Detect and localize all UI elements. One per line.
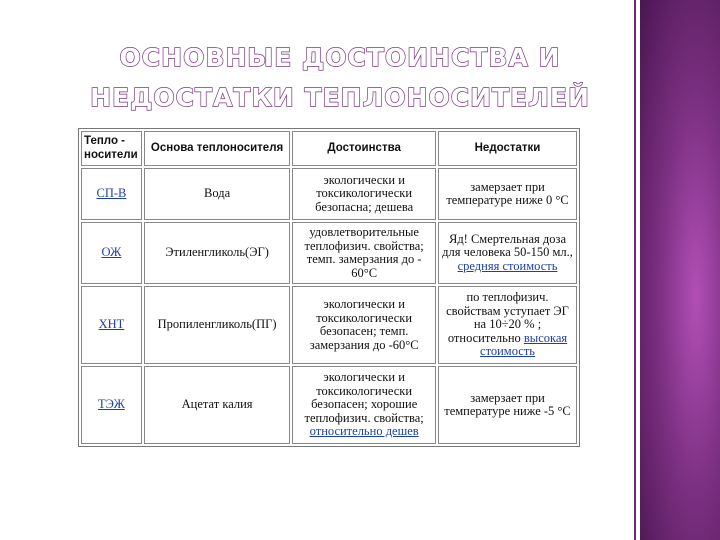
header-cons: Недостатки <box>438 131 577 166</box>
coolants-table <box>78 128 580 447</box>
cons-cell <box>438 286 577 364</box>
coolant-link[interactable]: СП-В <box>96 186 127 201</box>
table-row <box>81 366 577 444</box>
coolant-name-cell[interactable] <box>81 168 142 220</box>
table-header-row <box>81 131 577 166</box>
slide-title <box>60 38 620 118</box>
base-cell: Пропиленгликоль(ПГ) <box>144 286 290 364</box>
cons-cell <box>438 366 577 444</box>
decorative-side-panel <box>640 0 720 540</box>
coolant-name-cell[interactable] <box>81 222 142 284</box>
header-base: Основа теплоносителя <box>144 131 290 166</box>
pros-cell <box>292 366 436 444</box>
cons-text: Яд! Смертельная доза для человека 50-150 мл., <box>442 231 573 260</box>
slide-title-line-1: ОСНОВНЫЕ ДОСТОИНСТВА И <box>119 43 561 72</box>
cons-link[interactable]: средняя стоимость <box>457 258 558 273</box>
header-coolants: Тепло - носители <box>81 131 142 166</box>
base-cell: Этиленгликоль(ЭГ) <box>144 222 290 284</box>
pros-cell: удовлетворительные теплофизич. свойства; темп. замерзания до - 60°C <box>292 222 436 284</box>
base-cell: Ацетат калия <box>144 366 290 444</box>
coolant-link[interactable]: ХНТ <box>98 317 125 332</box>
base-cell: Вода <box>144 168 290 220</box>
cons-cell <box>438 222 577 284</box>
pros-link[interactable]: относительно дешев <box>309 424 419 439</box>
cons-text: замерзает при температуре ниже 0 °C <box>446 179 569 207</box>
coolant-name-cell[interactable] <box>81 366 142 444</box>
coolant-name-cell[interactable] <box>81 286 142 364</box>
pros-cell: экологически и токсикологически безопасна; дешева <box>292 168 436 220</box>
coolant-link[interactable]: ОЖ <box>101 245 122 260</box>
table-row <box>81 168 577 220</box>
table-row <box>81 286 577 364</box>
cons-text: по теплофизич. свойствам уступает ЭГ на 10÷20 % ; относительно <box>446 290 569 345</box>
coolant-link[interactable]: ТЭЖ <box>98 397 125 412</box>
cons-link[interactable]: высокая стоимость <box>480 330 568 359</box>
pros-text: экологически и токсикологически безопасен; хорошие теплофизич. свойства; <box>304 370 424 425</box>
pros-cell: экологически и токсикологически безопасен; темп. замерзания до -60°C <box>292 286 436 364</box>
table-row <box>81 222 577 284</box>
panel-divider <box>634 0 636 540</box>
header-pros: Достоинства <box>292 131 436 166</box>
cons-text: замерзает при температуре ниже -5 °C <box>444 390 571 418</box>
slide-title-line-2: НЕДОСТАТКИ ТЕПЛОНОСИТЕЛЕЙ <box>90 83 590 112</box>
cons-cell <box>438 168 577 220</box>
